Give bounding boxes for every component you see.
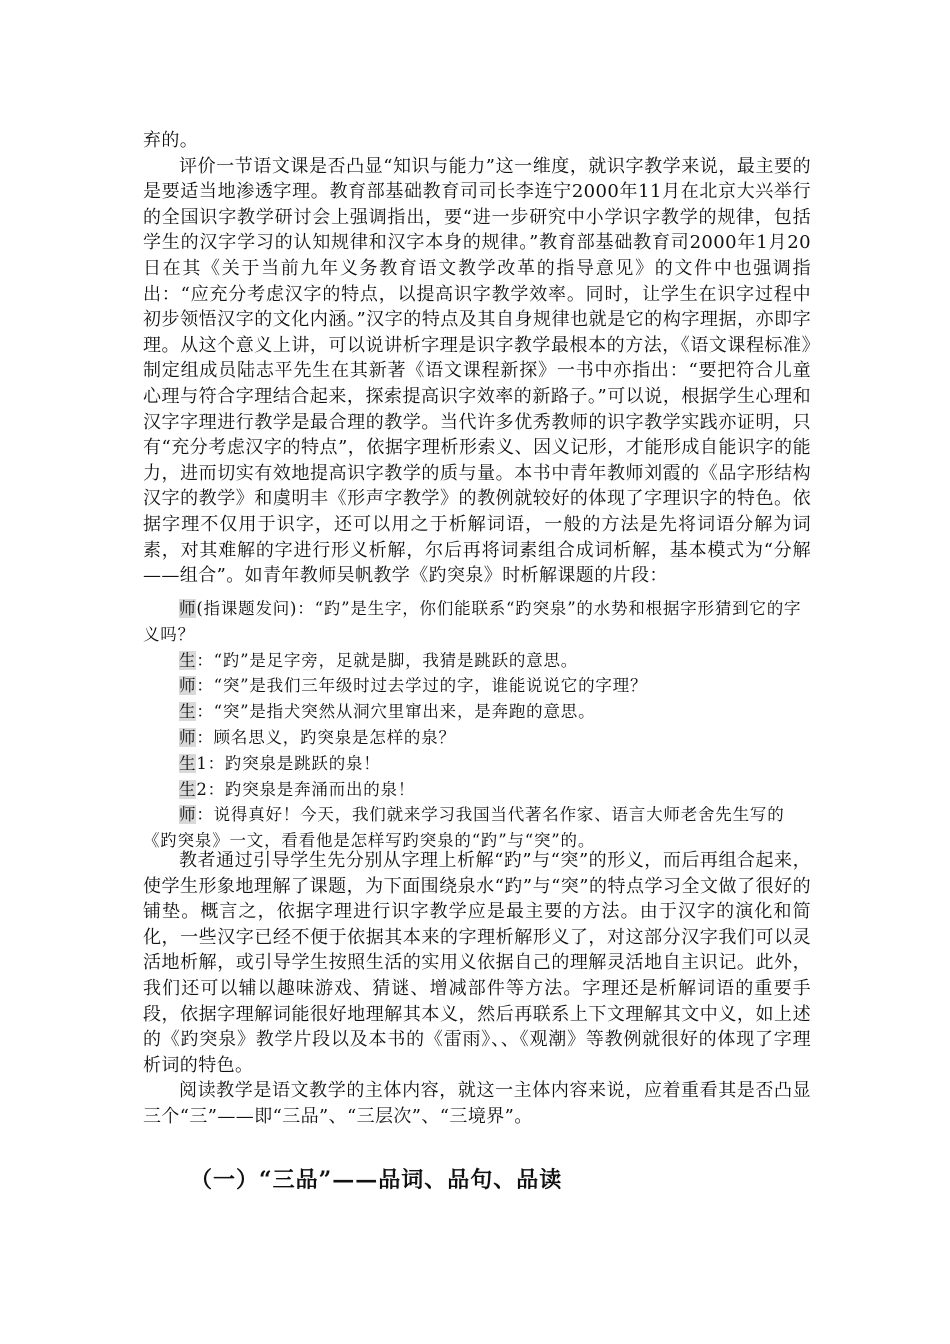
dialogue-line xyxy=(143,802,811,854)
dialogue-line xyxy=(143,751,811,777)
dialogue-line xyxy=(143,596,811,648)
paragraph-fragment: 弃的。 xyxy=(143,130,199,151)
dialogue-text: 2：趵突泉是奔涌而出的泉！ xyxy=(196,779,416,799)
body-text-bottom xyxy=(143,848,811,1130)
dialogue-text: ：“突”是指犬突然从洞穴里窜出来，是奔跑的意思。 xyxy=(196,702,596,722)
dialogue-text: ：“突”是我们三年级时过去学过的字，谁能说说它的字理？ xyxy=(196,676,648,696)
dialogue-text: ：说得真好！今天，我们就来学习我国当代著名作家、语言大师老舍先生写的《趵突泉》一文，看看他是怎样写趵突泉的“趵”与“突”的。 xyxy=(143,805,785,851)
paragraph-analysis: 教者通过引导学生先分别从字理上析解“趵”与“突”的形义，而后再组合起来，使学生形象地理解了课题，为下面围绕泉水“趵”与“突”的特点学习全文做了很好的铺垫。概言之，依据字理进行识字教学应是最主要的方法。由于汉字的演化和简化，一些汉字已经不便于依据其本来的字理析解形义了，对这部分汉字我们可以灵活地析解，或引导学生按照生活的实用义依据自己的理解灵活地自主识记。此外，我们还可以辅以趣味游戏、猜谜、增减部件等方法。字理还是析解词语的重要手段，依据字理解词能很好地理解其本义，然后再联系上下文理解其文中义，如上述的《趵突泉》教学片段以及本书的《雷雨》、、《观潮》等教例就很好的体现了字理析词的特色。 xyxy=(143,850,811,1076)
dialogue-line xyxy=(143,777,811,803)
paragraph-literacy-evaluation: 评价一节语文课是否凸显“知识与能力”这一维度，就识字教学来说，最主要的是要适当地渗透字理。教育部基础教育司司长李连宁2000年11月在北京大兴举行的全国识字教学研讨会上强调指出，要“进一步研究中小学识字教学的规律，包括学生的汉字学习的认知规律和汉字本身的规律。”教育部基础教育司2000年1月20日在其《关于当前九年义务教育语文教学改革的指导意见》的文件中也强调指出：“应充分考虑汉字的特点，以提高识字教学效率。同时，让学生在识字过程中初步领悟汉字的文化内涵。”汉字的特点及其自身规律也就是它的构字理据，亦即字理。从这个意义上讲，可以说讲析字理是识字教学最根本的方法，《语文课程标准》制定组成员陆志平先生在其新著《语文课程新探》一书中亦指出：“要把符合儿童心理与符合字理结合起来，探索提高识字效率的新路子。”可以说，根据学生心理和汉字字理进行教学是最合理的教学。当代许多优秀教师的识字教学实践亦证明，只有“充分考虑汉字的特点”，依据字理析形索义、因义记形，才能形成自能识字的能力，进而切实有效地提高识字教学的质与量。本书中青年教师刘霞的《品字形结构汉字的教学》和虞明丰《形声字教学》的教例就较好的体现了字理识字的特色。依据字理不仅用于识字，还可以用之于析解词语，一般的方法是先将词语分解为词素，对其难解的字进行形义析解，尔后再将词素组合成词析解，基本模式为“分解——组合”。如青年教师吴帆教学《趵突泉》时析解课题的片段： xyxy=(143,155,811,587)
speaker-label: 师 xyxy=(179,599,197,618)
dialogue-text: ：“趵”是足字旁，足就是脚，我猜是跳跃的意思。 xyxy=(196,650,579,670)
dialogue-line xyxy=(143,725,811,751)
speaker-label: 师 xyxy=(179,676,197,696)
dialogue-line xyxy=(143,648,811,674)
speaker-label: 生 xyxy=(179,753,197,773)
speaker-label: 生 xyxy=(179,702,197,722)
speaker-label: 师 xyxy=(179,727,197,747)
dialogue-line xyxy=(143,699,811,725)
dialogue-text: (指课题发问)：“趵”是生字，你们能联系“趵突泉”的水势和根据字形猜到它的字义吗？ xyxy=(143,599,802,644)
dialogue-line xyxy=(143,673,811,699)
dialogue-text: ：顾名思义，趵突泉是怎样的泉？ xyxy=(196,727,456,747)
body-text-top xyxy=(143,128,811,589)
classroom-dialogue xyxy=(143,596,811,854)
speaker-label: 师 xyxy=(179,805,197,825)
paragraph-reading-teaching: 阅读教学是语文教学的主体内容，就这一主体内容来说，应着重看其是否凸显三个“三”——即“三品”、“三层次”、“三境界”。 xyxy=(143,1080,811,1127)
section-heading: （一）“三品”——品词、品句、品读 xyxy=(190,1167,563,1193)
dialogue-text: 1：趵突泉是跳跃的泉！ xyxy=(196,753,381,773)
speaker-label: 生 xyxy=(179,779,197,799)
speaker-label: 生 xyxy=(179,650,197,670)
